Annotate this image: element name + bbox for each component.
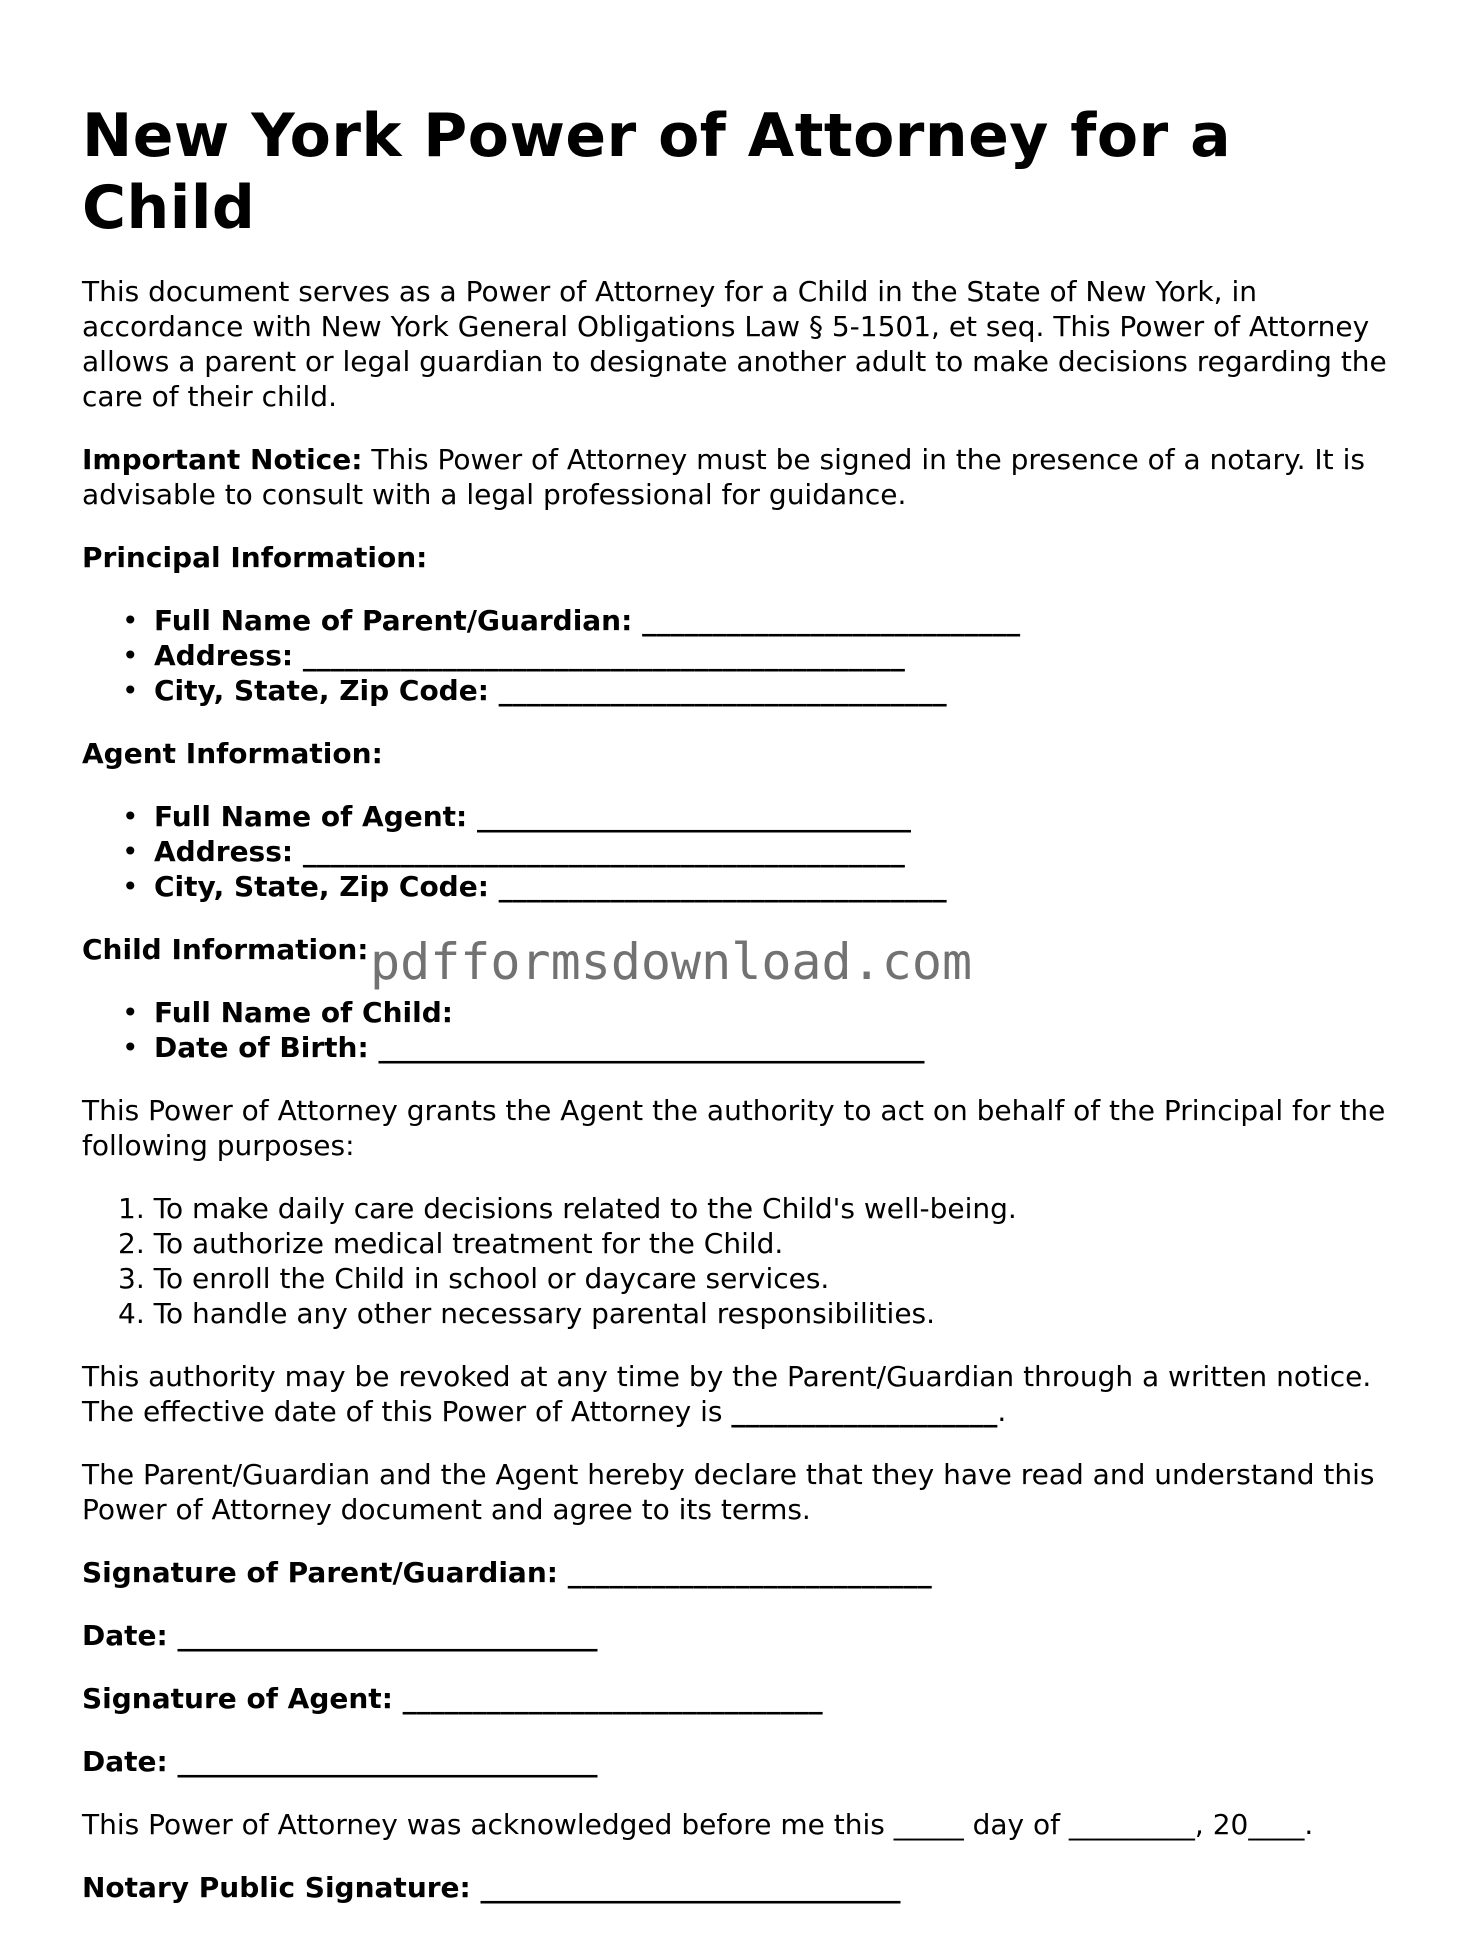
- field-blank[interactable]: ___________________________: [642, 604, 1021, 637]
- acknowledgment-paragraph: This Power of Attorney was acknowledged before me this _____ day of _________, 20____.: [82, 1808, 1314, 1841]
- bullet: •: [122, 996, 139, 1029]
- field-blank[interactable]: ___________________________________________: [302, 835, 905, 868]
- date-blank[interactable]: ______________________________: [177, 1619, 598, 1652]
- document-title: New York Power of Attorney for a Child: [82, 101, 1232, 243]
- signature-label: Signature of Agent:: [82, 1682, 393, 1715]
- notary-signature-line[interactable]: [82, 1870, 1402, 1905]
- bullet: •: [122, 835, 139, 868]
- watermark: pdfformsdownload.com: [370, 933, 973, 991]
- intro-paragraph: This document serves as a Power of Attorney for a Child in the State of New York, in accordance with New York General Obligations Law § 5-1501, et seq. This Power of Attorney allows a parent or legal guardian to designate another adult to make decisions regarding the care of their child.: [82, 275, 1387, 413]
- notary-label: Notary Public Signature:: [82, 1871, 471, 1904]
- field-label: Full Name of Child:: [154, 996, 453, 1029]
- principal-heading: Principal Information:: [82, 541, 428, 574]
- grant-paragraph: This Power of Attorney grants the Agent the authority to act on behalf of the Principal for the following purposes:: [82, 1094, 1386, 1162]
- bullet: •: [122, 674, 139, 707]
- principal-address-field[interactable]: [122, 638, 1402, 673]
- field-blank[interactable]: _______________________________: [477, 800, 911, 833]
- bullet: •: [122, 800, 139, 833]
- principal-name-field[interactable]: [122, 603, 1402, 638]
- child-heading: Child Information:: [82, 933, 369, 966]
- notice-text: This Power of Attorney must be signed in the presence of a notary. It is advisable to consult with a legal professional for guidance.: [82, 443, 1365, 511]
- field-blank[interactable]: ________________________________: [498, 674, 947, 707]
- bullet: •: [122, 604, 139, 637]
- document-page: [82, 100, 1402, 1933]
- revocation-paragraph: [82, 1359, 1402, 1429]
- date-label: Date:: [82, 1619, 168, 1652]
- notice-label: Important Notice:: [82, 443, 363, 476]
- revocation-text: This authority may be revoked at any time by the Parent/Guardian through a written notice. The effective date of this Power of Attorney is: [82, 1360, 1372, 1428]
- purpose-item: 1. To make daily care decisions related to the Child's well-being.: [118, 1192, 1017, 1225]
- principal-fields: [82, 603, 1402, 708]
- bullet: •: [122, 870, 139, 903]
- agent-heading: Agent Information:: [82, 737, 383, 770]
- bullet: •: [122, 1031, 139, 1064]
- field-label: City, State, Zip Code:: [154, 870, 489, 903]
- purpose-item: 4. To handle any other necessary parental responsibilities.: [118, 1297, 936, 1330]
- field-label: Address:: [154, 639, 294, 672]
- bullet: •: [122, 639, 139, 672]
- child-fields: [82, 995, 1402, 1065]
- field-blank[interactable]: ___________________________________________: [302, 639, 905, 672]
- agent-name-field[interactable]: [122, 799, 1402, 834]
- agent-signature-line[interactable]: [82, 1681, 1402, 1716]
- effective-date-blank[interactable]: ___________________: [731, 1395, 998, 1428]
- field-label: City, State, Zip Code:: [154, 674, 489, 707]
- purposes-list: [82, 1191, 1402, 1331]
- agent-address-field[interactable]: [122, 834, 1402, 869]
- agent-city-field[interactable]: [122, 869, 1402, 904]
- principal-city-field[interactable]: [122, 673, 1402, 708]
- date-blank[interactable]: ______________________________: [177, 1745, 598, 1778]
- important-notice: [82, 442, 1402, 512]
- signature-label: Signature of Parent/Guardian:: [82, 1556, 558, 1589]
- parent-signature-line[interactable]: [82, 1555, 1402, 1590]
- field-blank[interactable]: ________________________________: [498, 870, 947, 903]
- signature-blank[interactable]: ______________________________: [402, 1682, 823, 1715]
- signature-blank[interactable]: __________________________: [567, 1556, 932, 1589]
- parent-date-line[interactable]: [82, 1618, 1402, 1653]
- field-blank[interactable]: _______________________________________: [378, 1031, 925, 1064]
- field-label: Date of Birth:: [154, 1031, 369, 1064]
- field-label: Address:: [154, 835, 294, 868]
- child-dob-field[interactable]: [122, 1030, 1402, 1065]
- date-label: Date:: [82, 1745, 168, 1778]
- field-label: Full Name of Agent:: [154, 800, 468, 833]
- notary-blank[interactable]: ______________________________: [480, 1871, 901, 1904]
- purpose-item: 2. To authorize medical treatment for the Child.: [118, 1227, 784, 1260]
- agent-fields: [82, 799, 1402, 904]
- field-label: Full Name of Parent/Guardian:: [154, 604, 633, 637]
- purpose-item: 3. To enroll the Child in school or daycare services.: [118, 1262, 830, 1295]
- agent-date-line[interactable]: [82, 1744, 1402, 1779]
- revocation-end: .: [997, 1395, 1007, 1428]
- declaration-paragraph: The Parent/Guardian and the Agent hereby declare that they have read and understand this Power of Attorney document and agree to its terms.: [82, 1458, 1375, 1526]
- child-name-field[interactable]: [122, 995, 1402, 1030]
